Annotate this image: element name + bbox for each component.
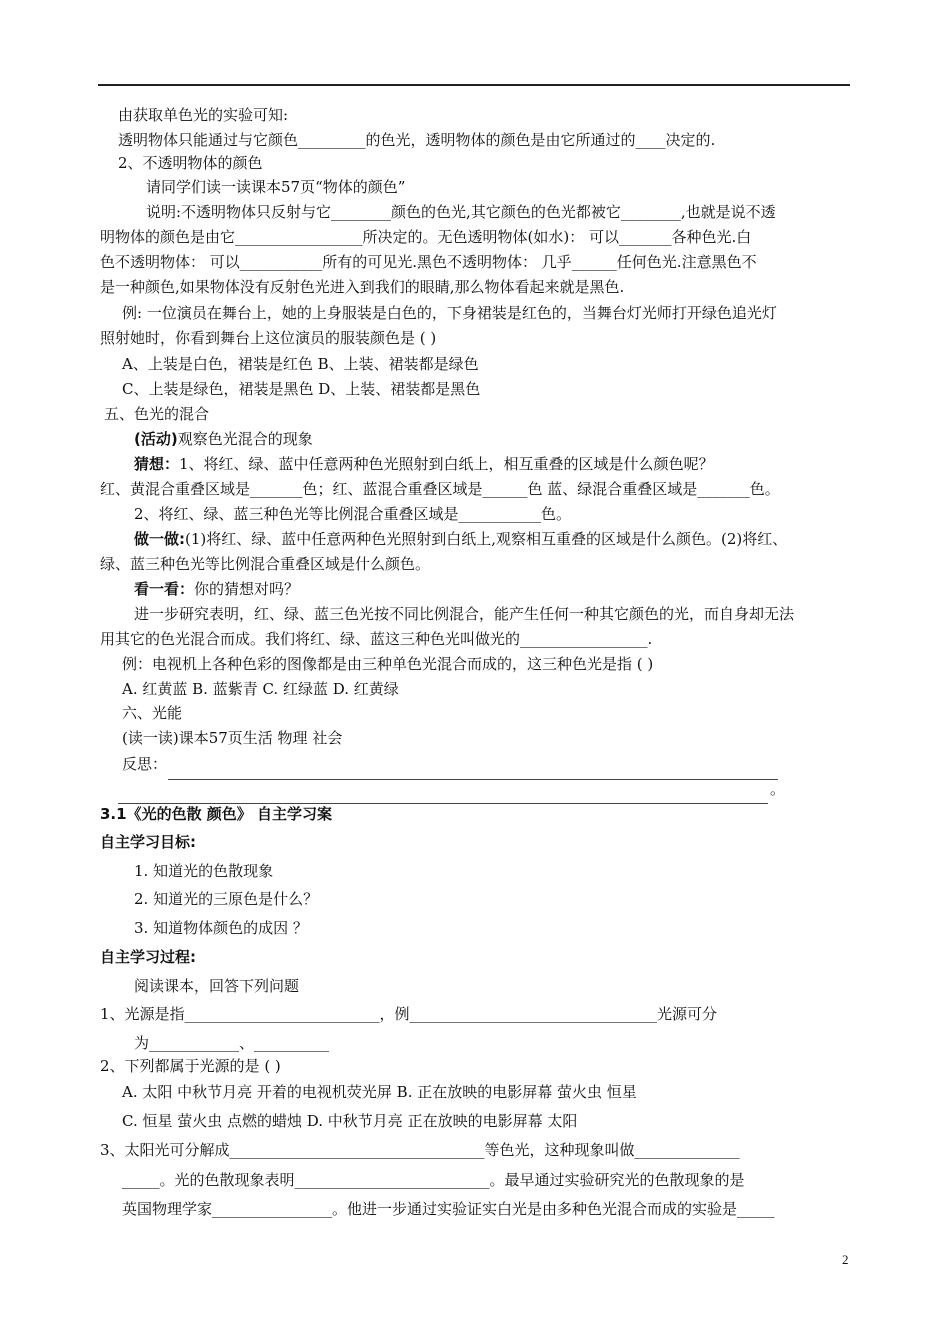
text-line [122,1082,637,1102]
page-number: 2 [842,1252,849,1267]
line-text: 由获取单色光的实验可知: [118,106,289,124]
text-line [100,252,757,272]
text-line [134,889,318,909]
line-text: 反思： [122,755,168,773]
text-line [100,1004,717,1024]
text-line [100,479,780,499]
text-line [134,529,787,549]
line-text: A. 红黄蓝 B. 蓝紫青 C. 红绿蓝 D. 红黄绿 [122,680,399,698]
text-line [122,354,479,374]
text-line [100,804,332,824]
line-text: (1)将红、绿、蓝中任意两种色光照射到白纸上,观察相互重叠的区域是什么颜色。(2)将红、 [185,530,788,548]
line-text: 绿、蓝三种色光等比例混合重叠区域是什么颜色。 [100,555,431,573]
text-line [100,832,196,852]
bold-lead: 猜想： [134,455,180,473]
line-text: 2、将红、绿、蓝三种色光等比例混合重叠区域是___________色。 [134,505,572,523]
text-line [122,303,777,323]
line-text: 2、不透明物体的颜色 [118,154,263,172]
line-text: 1. 知道光的色散现象 [134,862,274,880]
header-rule [98,84,850,86]
line-text: 红、黄混合重叠区域是_______色；红、蓝混合重叠区域是______色 蓝、绿混合重叠区域是_______色。 [100,480,780,498]
text-line [134,579,299,599]
line-text: 观察色光混合的现象 [177,430,313,448]
line-text: 进一步研究表明，红、绿、蓝三色光按不同比例混合，能产生任何一种其它颜色的光，而自身却无法 [134,605,795,623]
text-line [122,1199,775,1219]
line-text: 用其它的色光混合而成。我们将红、绿、蓝这三种色光叫做光的_________________. [100,630,653,648]
line-text: 1、将红、绿、蓝中任意两种色光照射到白纸上，相互重叠的区域是什么颜色呢？ [179,455,714,473]
text-line [100,328,436,348]
line-text: 请同学们读一读课本57页“物体的颜色” [146,178,406,196]
text-line [134,429,313,449]
text-line [100,1056,281,1076]
line-text: 例: 一位演员在舞台上，她的上身服装是白色的，下身裙装是红色的，当舞台灯光师打开绿色追光灯 [122,304,777,322]
line-text: 你的猜想对吗？ [194,580,300,598]
line-text: 3.1《光的色散 颜色》 自主学习案 [100,805,333,823]
line-text: 自主学习过程: [100,948,196,966]
line-text: C、上装是绿色，裙装是黑色 D、上装、裙装都是黑色 [122,380,481,398]
text-line [118,130,715,150]
line-text: 1、光源是指__________________________，例_________________________________光源可分 [100,1005,718,1023]
text-line [134,918,308,938]
text-line [146,177,405,197]
bold-lead: 做一做: [134,530,185,548]
line-text: _____。光的色散现象表明__________________________。最早通过实验研究光的色散现象的是 [122,1171,745,1189]
line-text: 是一种颜色,如果物体没有反射色光进入到我们的眼睛,那么物体看起来就是黑色. [100,278,625,296]
line-text: 英国物理学家________________。他进一步通过实验证实白光是由多种色光混合而成的实验是_____ [122,1200,775,1218]
reflection-blank-line-1 [168,779,778,780]
line-text: 3、太阳光可分解成__________________________________等色光，这种现象叫做______________ [100,1141,740,1159]
line-text: 透明物体只能通过与它颜色_________的色光，透明物体的颜色是由它所通过的____决定的. [118,131,716,149]
text-line [134,976,299,996]
line-text: 3. 知道物体颜色的成因 ？ [134,919,308,937]
text-line [122,679,399,699]
text-line [146,202,776,222]
line-text: 照射她时，你看到舞台上这位演员的服装颜色是 ( ) [100,329,437,347]
text-line [100,277,624,297]
text-line [100,947,196,967]
text-line [134,1033,329,1053]
text-line [122,1170,745,1190]
text-line [134,504,571,524]
line-text: 2、下列都属于光源的是 ( ) [100,1057,281,1075]
text-line [100,227,751,247]
text-line [118,153,263,173]
reflection-blank-line-2 [118,803,768,804]
text-line [122,379,480,399]
line-text: 为____________、__________ [134,1034,330,1052]
text-line [134,454,714,474]
text-line [118,105,288,125]
line-text: A、上装是白色，裙装是红色 B、上装、裙装都是绿色 [122,355,479,373]
line-text: (读一读)课本57页生活 物理 社会 [122,729,343,747]
text-line [122,654,653,674]
line-text: 明物体的颜色是由它_________________所决定的。无色透明物体(如水)： 可以_______各种色光.白 [100,228,752,246]
line-text: 色不透明物体： 可以___________所有的可见光.黑色不透明物体： 几乎______任何色光.注意黑色不 [100,253,757,271]
line-text: 。 [770,780,786,798]
text-line [104,404,209,424]
line-text: 六、光能 [122,704,183,722]
text-line [122,728,342,748]
text-line [122,1111,577,1131]
text-line [134,604,794,624]
line-text: 说明:不透明物体只反射与它________颜色的色光,其它颜色的色光都被它________,也就是说不透 [146,203,776,221]
bold-lead: 看一看： [134,580,195,598]
text-line [122,703,182,723]
text-line [100,629,652,649]
text-line [100,1140,740,1160]
line-text: A. 太阳 中秋节月亮 开着的电视机荧光屏 B. 正在放映的电影屏幕 萤火虫 恒星 [122,1083,637,1101]
text-line [122,754,167,774]
line-text: 自主学习目标: [100,833,196,851]
line-text: 2. 知道光的三原色是什么？ [134,890,319,908]
line-text: 例：电视机上各种色彩的图像都是由三种单色光混合而成的，这三种色光是指 ( ) [122,655,654,673]
line-text: 五、色光的混合 [104,405,210,423]
text-line [770,779,785,799]
line-text: 阅读课本，回答下列问题 [134,977,300,995]
line-text: C. 恒星 萤火虫 点燃的蜡烛 D. 中秋节月亮 正在放映的电影屏幕 太阳 [122,1112,578,1130]
text-line [100,554,430,574]
bold-lead: (活动) [134,430,178,448]
text-line [134,861,273,881]
